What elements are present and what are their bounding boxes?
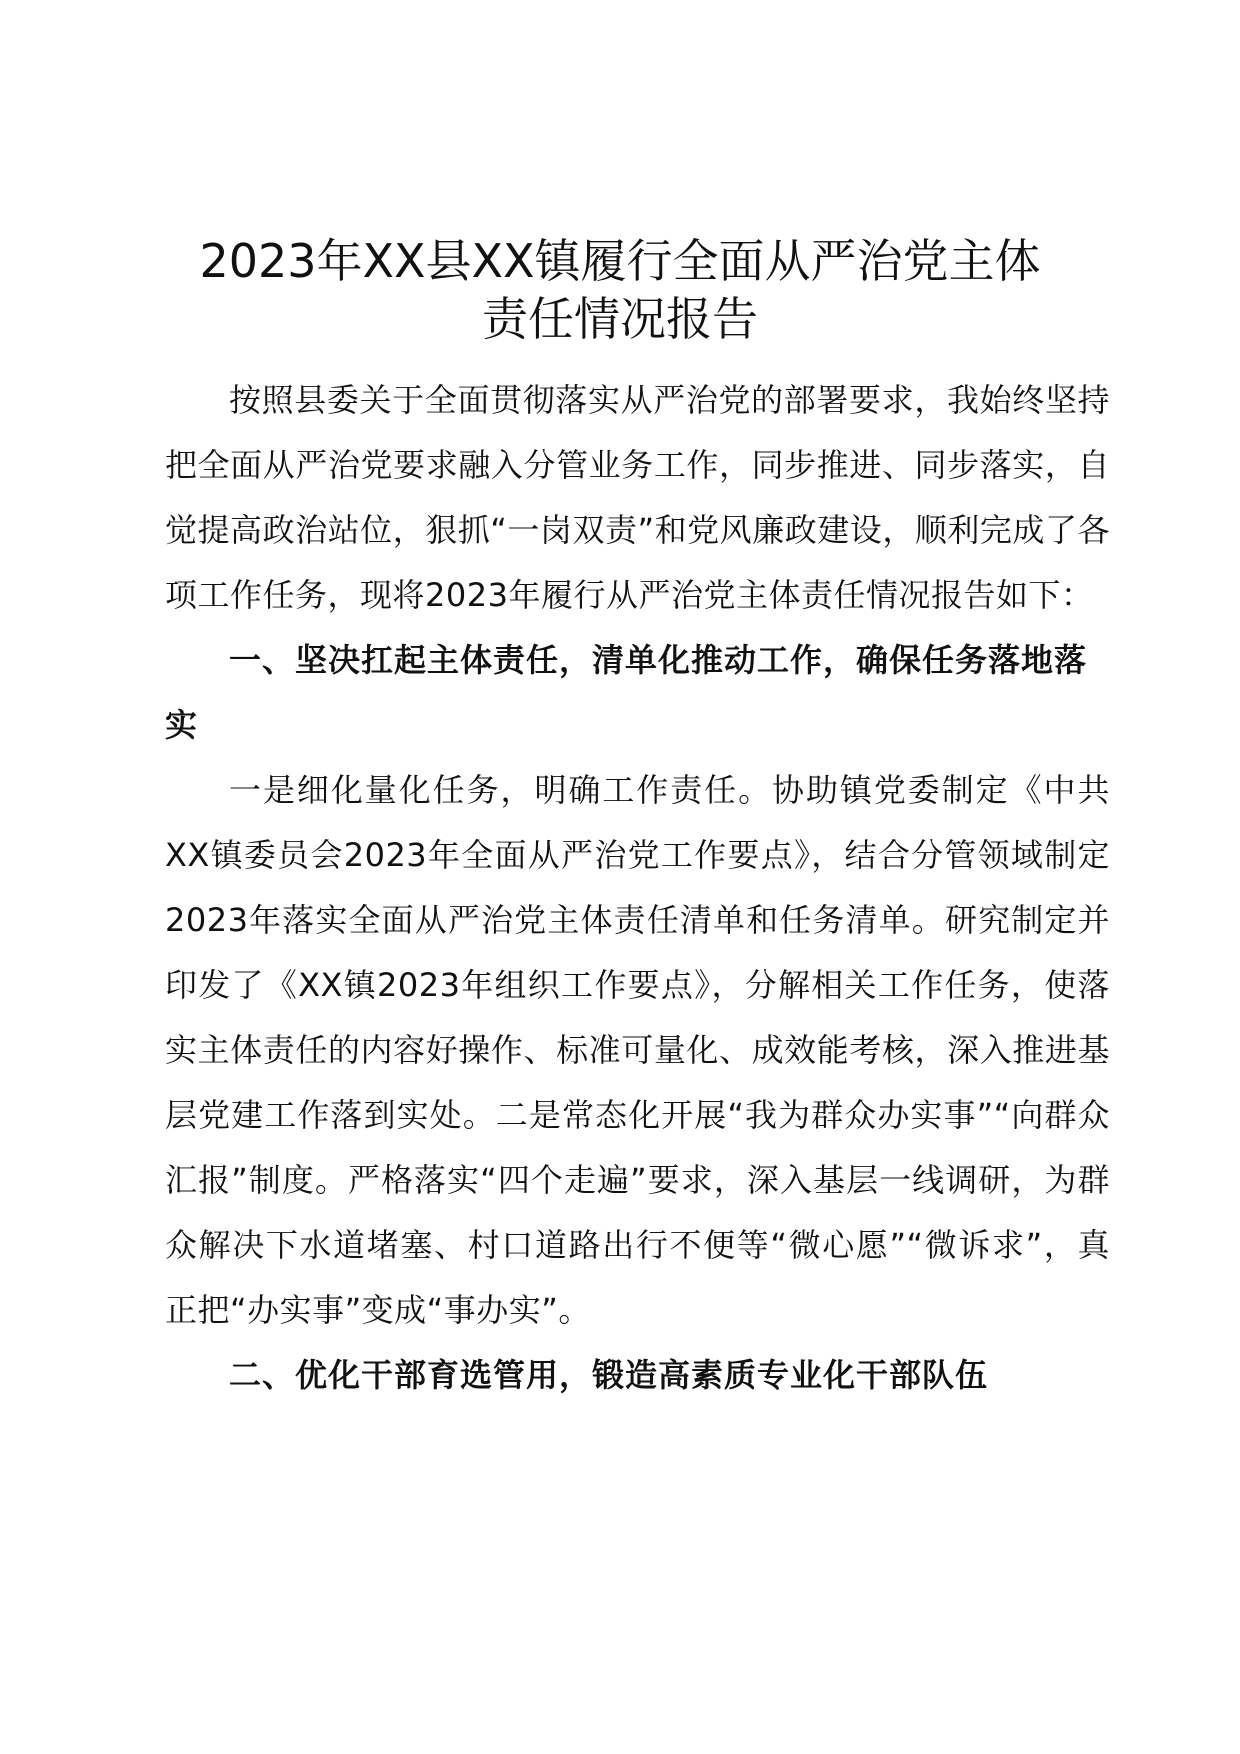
section-1-heading: 一、坚决扛起主体责任，清单化推动工作，确保任务落地落实 bbox=[165, 641, 1088, 744]
section-1-paragraph: 一是细化量化任务，明确工作责任。协助镇党委制定《中共XX镇委员会2023年全面从严治党工作要点》，结合分管领域制定2023年落实全面从严治党主体责任清单和任务清单。研究制定并印发了《XX镇2023年组织工作要点》，分解相关工作任务，使落实主体责任的内容好操作、标准可量化、成效能考核，深入推进基层党建工作落到实处。二是常态化开展“我为群众办实事”“向群众汇报”制度。严格落实“四个走遍”要求，深入基层一线调研，为群众解决下水道堵塞、村口道路出行不便等“微心愿”“微诉求”，真正把“办实事”变成“事办实”。 bbox=[165, 771, 1110, 1329]
intro-paragraph: 按照县委关于全面贯彻落实从严治党的部署要求，我始终坚持把全面从严治党要求融入分管业务工作，同步推进、同步落实，自觉提高政治站位，狠抓“一岗双责”和党风廉政建设，顺利完成了各项工作任务，现将2023年履行从严治党主体责任情况报告如下： bbox=[165, 381, 1110, 614]
title-line-1: 2023年XX县XX镇履行全面从严治党主体 bbox=[199, 234, 1041, 288]
document-title bbox=[140, 232, 1100, 348]
document-body bbox=[165, 368, 1110, 1408]
title-line-2: 责任情况报告 bbox=[482, 292, 758, 346]
section-2-heading: 二、优化干部育选管用，锻造高素质专业化干部队伍 bbox=[229, 1356, 989, 1394]
